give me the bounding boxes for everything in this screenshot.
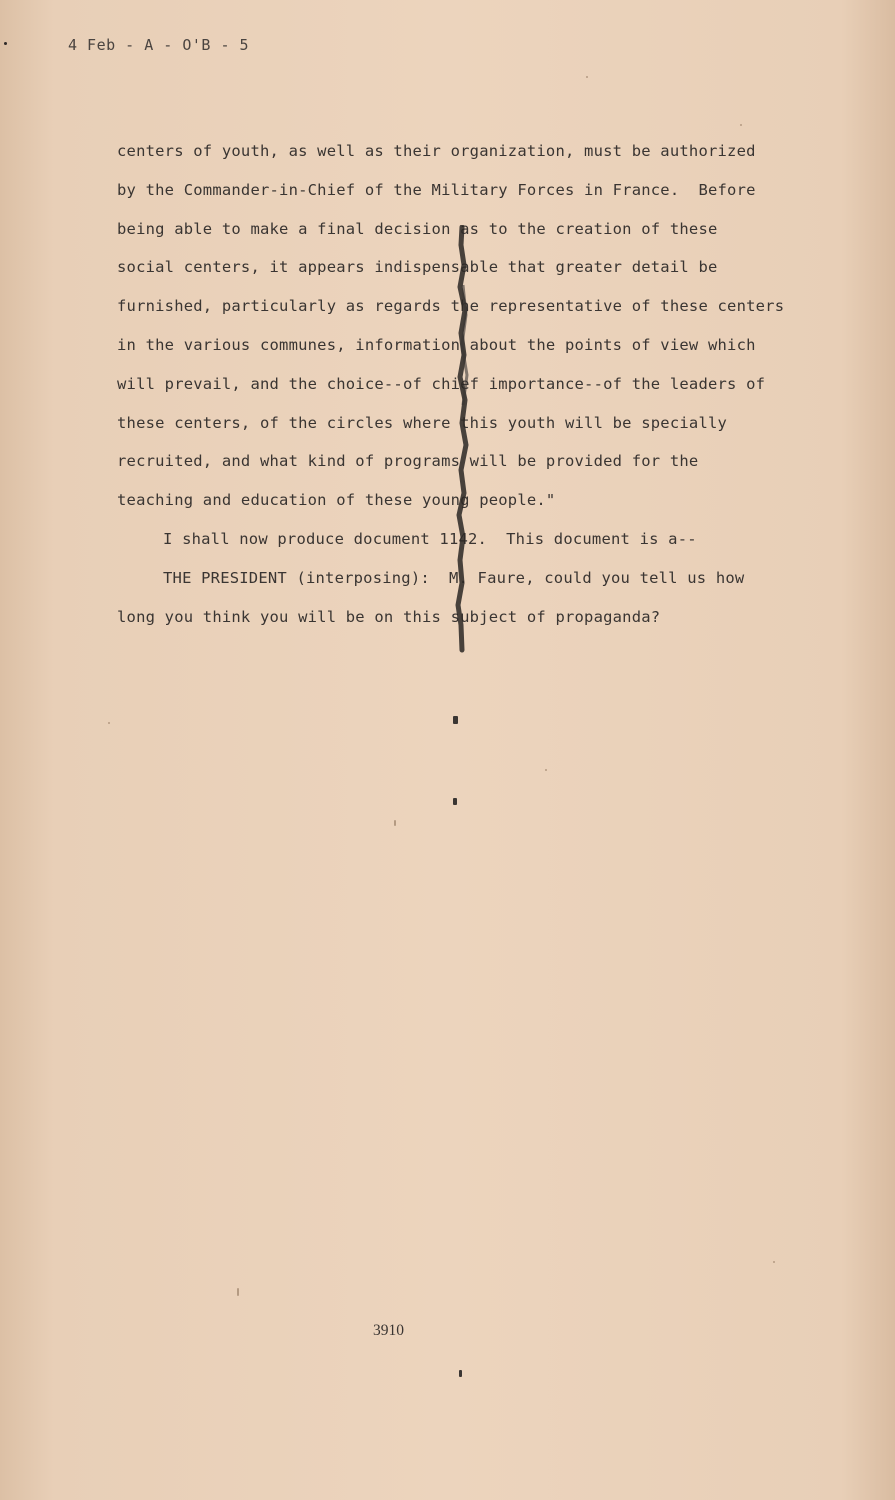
margin-dot: [4, 42, 7, 45]
paper-speck: [586, 76, 588, 78]
text-line-indented: I shall now produce document 1142. This document is a--: [163, 529, 697, 548]
paper-speck: [108, 722, 110, 724]
text-line: furnished, particularly as regards the representative of these centers: [117, 297, 785, 316]
ink-speck: [453, 716, 458, 724]
paper-speck: [394, 820, 396, 826]
text-line: recruited, and what kind of programs will be provided for the: [117, 452, 699, 471]
text-line: centers of youth, as well as their organization, must be authorized: [117, 142, 756, 160]
paper-speck: [773, 1261, 775, 1263]
text-line: long you think you will be on this subject of propaganda?: [117, 607, 661, 626]
text-line: in the various communes, information about the points of view which: [117, 335, 756, 354]
text-line: teaching and education of these young people.": [117, 491, 556, 510]
paper-speck: [545, 769, 547, 771]
page-reference-header: 4 Feb - A - O'B - 5: [68, 36, 250, 54]
ink-speck: [459, 1370, 462, 1377]
paper-speck: [237, 1288, 239, 1296]
page-number: 3910: [373, 1322, 404, 1339]
text-line: social centers, it appears indispensable that greater detail be: [117, 258, 718, 277]
text-line: these centers, of the circles where this youth will be specially: [117, 413, 728, 432]
text-line: will prevail, and the choice--of chief importance--of the leaders of: [117, 374, 766, 393]
speaker-line: THE PRESIDENT (interposing): M. Faure, could you tell us how: [163, 568, 745, 587]
text-line: by the Commander-in-Chief of the Military Forces in France. Before: [117, 180, 756, 199]
ink-speck: [453, 798, 457, 805]
binding-crease-mark: [446, 225, 478, 665]
text-line: being able to make a final decision as to the creation of these: [117, 219, 718, 238]
paper-speck: [740, 124, 742, 126]
